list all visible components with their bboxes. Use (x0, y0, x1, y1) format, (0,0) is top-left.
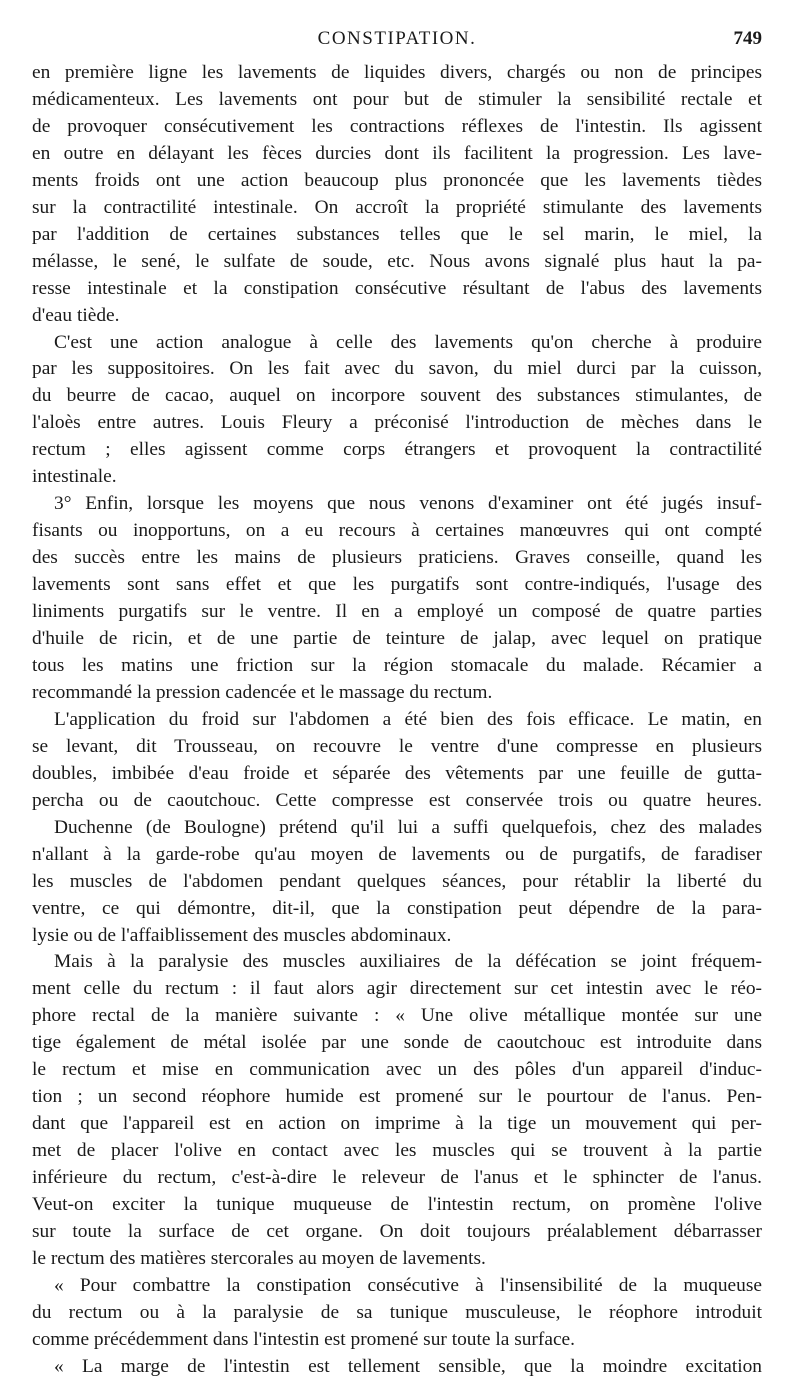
text-line: en outre en délayant les fèces durcies dont ils facilitent la progression. Les lave- (32, 142, 762, 164)
text-line: les muscles de l'abdomen pendant quelques séances, pour rétablir la liberté du (32, 870, 762, 892)
text-line: tous les matins une friction sur la région stomacale du malade. Récamier a (32, 654, 762, 676)
text-line: percha ou de caoutchouc. Cette compresse est conservée trois ou quatre heures. (32, 789, 762, 811)
text-line: l'aloès entre autres. Louis Fleury a préconisé l'introduction de mèches dans le (32, 412, 762, 434)
text-line: ment celle du rectum : il faut alors agir directement sur cet intestin avec le réo- (32, 978, 762, 1000)
text-line: des succès entre les mains de plusieurs praticiens. Graves conseille, quand les (32, 547, 762, 569)
text-line: d'eau tiède. (32, 304, 120, 326)
text-line: dant que l'appareil est en action on imprime à la tige un mouvement qui per- (32, 1113, 762, 1135)
text-line: met de placer l'olive en contact avec les muscles qui se trouvent à la partie (32, 1140, 762, 1162)
text-line: rectum ; elles agissent comme corps étrangers et provoquent la contractilité (32, 439, 762, 461)
text-line: du rectum ou à la paralysie de sa tunique musculeuse, le réophore introduit (32, 1301, 762, 1323)
text-line: Mais à la paralysie des muscles auxiliaires de la défécation se joint fréquem- (54, 951, 762, 973)
text-line: resse intestinale et la constipation consécutive résultant de l'abus des lavements (32, 277, 762, 299)
text-line: lavements sont sans effet et que les purgatifs sont contre-indiqués, l'usage des (32, 574, 762, 596)
text-line: de provoquer consécutivement les contractions réflexes de l'intestin. Ils agissent (32, 115, 762, 137)
body-text (32, 60, 762, 1381)
text-line: L'application du froid sur l'abdomen a été bien des fois efficace. Le matin, en (54, 708, 762, 730)
text-line: n'allant à la garde-robe qu'au moyen de lavements ou de purgatifs, de faradiser (32, 843, 762, 865)
text-line: inférieure du rectum, c'est-à-dire le releveur de l'anus et le sphincter de l'anus. (32, 1167, 762, 1189)
running-header (32, 28, 762, 58)
text-line: mélasse, le sené, le sulfate de soude, etc. Nous avons signalé plus haut la pa- (32, 250, 762, 272)
text-line: se levant, dit Trousseau, on recouvre le ventre d'une compresse en plusieurs (32, 735, 762, 757)
text-line: liniments purgatifs sur le ventre. Il en a employé un composé de quatre parties (32, 601, 762, 623)
text-line: Duchenne (de Boulogne) prétend qu'il lui a suffi quelquefois, chez des malades (54, 816, 762, 838)
text-line: intestinale. (32, 466, 117, 488)
text-line: médicamenteux. Les lavements ont pour but de stimuler la sensibilité rectale et (32, 88, 762, 110)
text-line: ments froids ont une action beaucoup plus prononcée que les lavements tièdes (32, 169, 762, 191)
text-line: par l'addition de certaines substances telles que le sel marin, le miel, la (32, 223, 762, 245)
text-line: C'est une action analogue à celle des lavements qu'on cherche à produire (54, 331, 762, 353)
text-line: lysie ou de l'affaiblissement des muscles abdominaux. (32, 924, 452, 946)
text-line: le rectum et mise en communication avec un des pôles d'un appareil d'induc- (32, 1059, 762, 1081)
text-line: par les suppositoires. On les fait avec du savon, du miel durci par la cuisson, (32, 358, 762, 380)
text-line: le rectum des matières stercorales au moyen de lavements. (32, 1247, 486, 1269)
page-number: 749 (733, 28, 762, 49)
text-line: Veut-on exciter la tunique muqueuse de l'intestin rectum, on promène l'olive (32, 1194, 762, 1216)
text-line: « La marge de l'intestin est tellement sensible, que la moindre excitation (54, 1355, 762, 1377)
text-line: tige également de métal isolée par une sonde de caoutchouc est introduite dans (32, 1032, 762, 1054)
text-line: du beurre de cacao, auquel on incorpore souvent des substances stimulantes, de (32, 385, 762, 407)
text-line: ventre, ce qui démontre, dit-il, que la constipation peut dépendre de la para- (32, 897, 762, 919)
text-line: doubles, imbibée d'eau froide et séparée des vêtements par une feuille de gutta- (32, 762, 762, 784)
text-line: recommandé la pression cadencée et le massage du rectum. (32, 681, 493, 703)
text-line: sur la contractilité intestinale. On accroît la propriété stimulante des lavements (32, 196, 762, 218)
text-line: comme précédemment dans l'intestin est promené sur toute la surface. (32, 1328, 576, 1350)
text-line: 3° Enfin, lorsque les moyens que nous venons d'examiner ont été jugés insuf- (54, 493, 762, 515)
text-line: phore rectal de la manière suivante : « Une olive métallique montée sur une (32, 1005, 762, 1027)
text-line: d'huile de ricin, et de une partie de teinture de jalap, avec lequel on pratique (32, 628, 762, 650)
text-line: tion ; un second réophore humide est promené sur le pourtour de l'anus. Pen- (32, 1086, 762, 1108)
text-line: fisants ou inopportuns, on a eu recours à certaines manœuvres qui ont compté (32, 520, 762, 542)
text-line: en première ligne les lavements de liquides divers, chargés ou non de principes (32, 62, 762, 83)
running-title: CONSTIPATION. (317, 28, 477, 49)
text-line: sur toute la surface de cet organe. On doit toujours préalablement débarrasser (32, 1220, 762, 1242)
text-line: « Pour combattre la constipation consécutive à l'insensibilité de la muqueuse (54, 1274, 762, 1296)
